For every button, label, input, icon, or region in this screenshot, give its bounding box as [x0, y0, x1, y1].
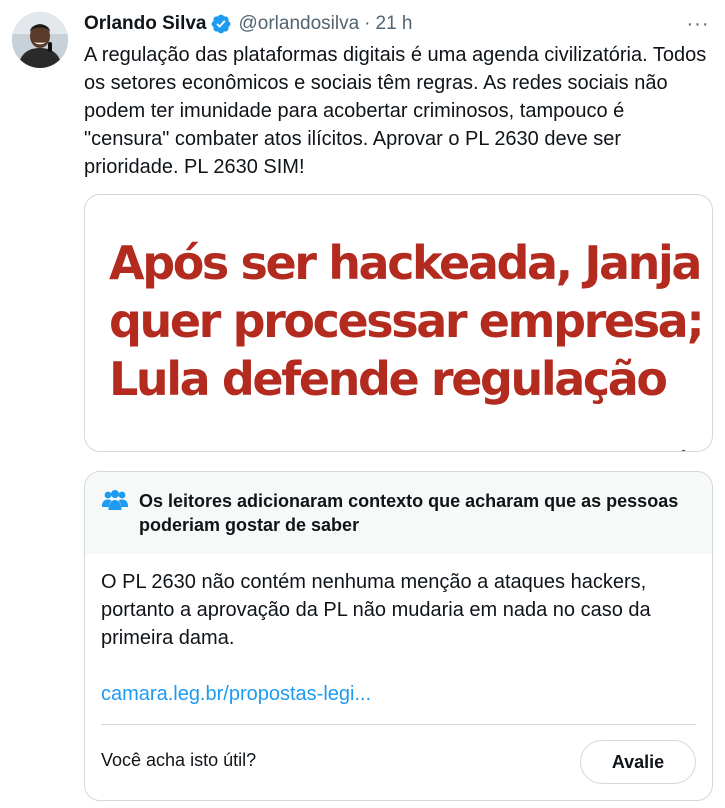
avatar[interactable]: [12, 12, 68, 68]
helpful-question: Você acha isto útil?: [101, 750, 257, 770]
community-note-header: [85, 472, 712, 554]
community-note: [84, 471, 713, 801]
community-note-title: Os leitores adicionaram contexto que acharam que as pessoas poderiam gostar de saber: [139, 491, 679, 535]
more-options-icon[interactable]: ···: [686, 12, 710, 35]
avatar-photo-icon: [12, 12, 68, 68]
author-name[interactable]: Orlando Silva: [84, 13, 207, 34]
divider: [101, 724, 696, 725]
tweet-text: A regulação das plataformas digitais é uma agenda civilizatória. Todos os setores econômicos e sociais têm regras. As redes sociais não podem ter imunidade para acobertar criminosos, tampouco é "censura" combater atos ilícitos. Aprovar o PL 2630 deve ser prioridade. PL 2630 SIM!: [84, 44, 707, 178]
rate-button[interactable]: Avalie: [580, 740, 696, 784]
tweet-media-image[interactable]: [84, 194, 713, 452]
verified-badge-icon: [210, 13, 232, 35]
tweet-header: [84, 12, 713, 36]
media-dot: [681, 450, 686, 452]
author-handle[interactable]: @orlandosilva: [238, 13, 360, 34]
media-headline: Após ser hackeada, Janja quer processar empresa; Lula defende regulação: [109, 236, 703, 406]
community-note-link[interactable]: camara.leg.br/propostas-legi...: [101, 683, 372, 705]
people-icon: [101, 489, 129, 513]
community-note-body: O PL 2630 não contém nenhuma menção a ataques hackers, portanto a aprovação da PL não mudaria em nada no caso da primeira dama.: [101, 571, 651, 649]
header-separator: ·: [364, 13, 371, 34]
tweet-timestamp[interactable]: 21 h: [375, 13, 413, 34]
